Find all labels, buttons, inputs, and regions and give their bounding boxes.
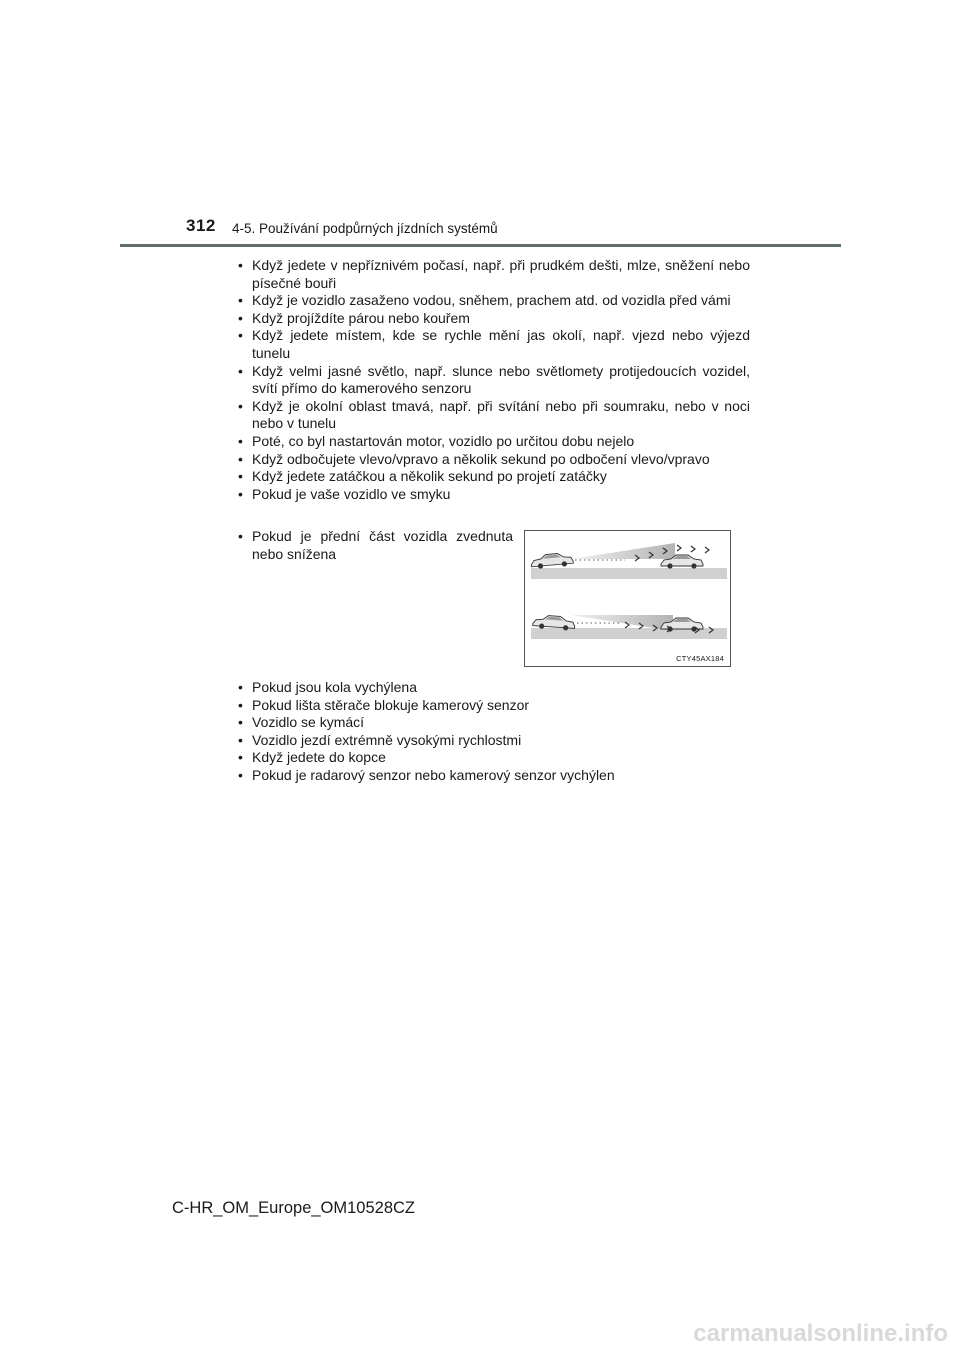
list-item: • Když jedete do kopce <box>238 749 750 767</box>
section-title: 4-5. Používání podpůrných jízdních systémů <box>232 221 498 236</box>
header-rule <box>120 244 841 247</box>
condition-list-bottom <box>238 679 750 785</box>
list-item: • Pokud je přední část vozidla zvednuta nebo snížena <box>238 528 513 563</box>
list-item: • Když jedete v nepříznivém počasí, např. při prudkém dešti, mlze, sněžení nebo písečné bouři <box>238 257 750 292</box>
list-item: • Když projíždíte párou nebo kouřem <box>238 310 750 328</box>
list-item: • Vozidlo se kymácí <box>238 714 750 732</box>
list-item: • Pokud lišta stěrače blokuje kamerový senzor <box>238 697 750 715</box>
page-number: 312 <box>186 216 216 235</box>
condition-list-figure <box>238 528 513 563</box>
list-item: • Když jedete zatáčkou a několik sekund po projetí zatáčky <box>238 468 750 486</box>
condition-list-top <box>238 257 750 503</box>
list-item: • Když velmi jasné světlo, např. slunce nebo světlomety protijedoucích vozidel, svítí přímo do kamerového senzoru <box>238 363 750 398</box>
document-id: C-HR_OM_Europe_OM10528CZ <box>172 1199 416 1217</box>
list-item: • Vozidlo jezdí extrémně vysokými rychlostmi <box>238 732 750 750</box>
beam-top <box>571 543 675 559</box>
list-item: • Když je vozidlo zasaženo vodou, sněhem, prachem atd. od vozidla před vámi <box>238 292 750 310</box>
list-item: • Pokud je radarový senzor nebo kamerový senzor vychýlen <box>238 767 750 785</box>
list-item: • Když jedete místem, kde se rychle mění jas okolí, např. vjezd nebo výjezd tunelu <box>238 327 750 362</box>
figure-code: CTY45AX184 <box>676 654 724 663</box>
list-item: • Poté, co byl nastartován motor, vozidlo po určitou dobu nejelo <box>238 433 750 451</box>
list-item: • Když je okolní oblast tmavá, např. při svítání nebo při soumraku, nebo v noci nebo v tunelu <box>238 398 750 433</box>
list-item: • Pokud jsou kola vychýlena <box>238 679 750 697</box>
vehicle-pitch-illustration <box>524 530 731 667</box>
vehicle-own-top <box>531 552 574 569</box>
list-item: • Když odbočujete vlevo/vpravo a několik sekund po odbočení vlevo/vpravo <box>238 451 750 469</box>
road-top <box>531 568 727 579</box>
illustration-svg <box>525 531 732 668</box>
list-item: • Pokud je vaše vozidlo ve smyku <box>238 486 750 504</box>
watermark: carmanualsonline.info <box>693 1320 948 1347</box>
